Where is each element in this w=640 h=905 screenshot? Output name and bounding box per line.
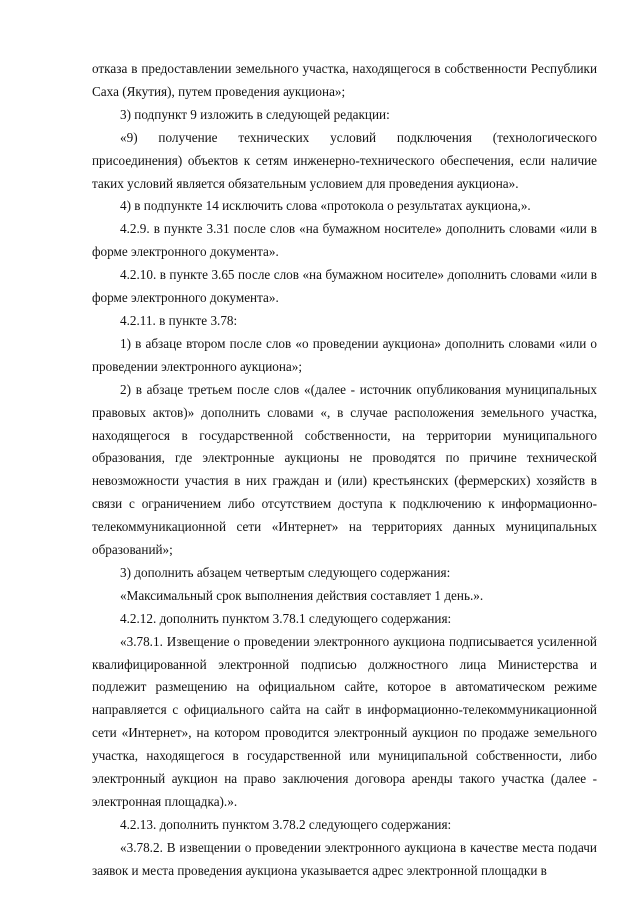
paragraph-12: 4.2.12. дополнить пунктом 3.78.1 следующего содержания: <box>120 610 452 626</box>
paragraph-2: 3) подпункт 9 изложить в следующей редакции: <box>120 106 390 122</box>
paragraph-8: 1) в абзаце втором после слов «о проведении аукциона» дополнить словами «или о проведении электронного аукциона»; <box>92 335 597 374</box>
paragraph-7: 4.2.11. в пункте 3.78: <box>120 312 238 328</box>
paragraph-5: 4.2.9. в пункте 3.31 после слов «на бумажном носителе» дополнить словами «или в форме электронного документа». <box>92 221 597 260</box>
paragraph-1: отказа в предоставлении земельного участка, находящегося в собственности Республики Саха (Якутия), путем проведения аукциона»; <box>92 61 597 99</box>
paragraph-13: «3.78.1. Извещение о проведении электронного аукциона подписывается усиленной квалифицированной электронной подписью должностного лица Министерства и подлежит размещению на официальном сайте, которое в автоматическом режиме направляется с официального сайта на сайт в информационно-телекоммуникационной сети «Интернет», на котором проводится электронный аукцион по продаже земельного участка, находящегося в государственной или муниципальной собственности, либо электронный аукцион на право заключения договора аренды такого участка (далее - электронная площадка).». <box>92 633 597 809</box>
paragraph-11: «Максимальный срок выполнения действия составляет 1 день.». <box>120 587 484 603</box>
paragraph-6: 4.2.10. в пункте 3.65 после слов «на бумажном носителе» дополнить словами «или в форме электронного документа». <box>92 267 597 306</box>
paragraph-10: 3) дополнить абзацем четвертым следующего содержания: <box>120 564 451 580</box>
paragraph-14: 4.2.13. дополнить пунктом 3.78.2 следующего содержания: <box>120 816 452 832</box>
paragraph-4: 4) в подпункте 14 исключить слова «протокола о результатах аукциона,». <box>120 198 531 214</box>
paragraph-15: «3.78.2. В извещении о проведении электронного аукциона в качестве места подачи заявок и места проведения аукциона указывается адрес электронной площадки в <box>92 839 597 878</box>
paragraph-3: «9) получение технических условий подключения (технологического присоединения) объектов к сетям инженерно-технического обеспечения, если наличие таких условий является обязательным условием для проведения аукциона». <box>92 129 597 191</box>
paragraph-9: 2) в абзаце третьем после слов «(далее - источник опубликования муниципальных правовых актов)» дополнить словами «, в случае расположения земельного участка, находящегося в государственной собственности, на территории муниципального образования, где электронные аукционы не проводятся по причине технической невозможности участия в них граждан и (или) крестьянских (фермерских) хозяйств в связи с ограничением либо отсутствием доступа к подключению к информационно-телекоммуникационной сети «Интернет» на территориях данных муниципальных образований»; <box>92 381 597 558</box>
